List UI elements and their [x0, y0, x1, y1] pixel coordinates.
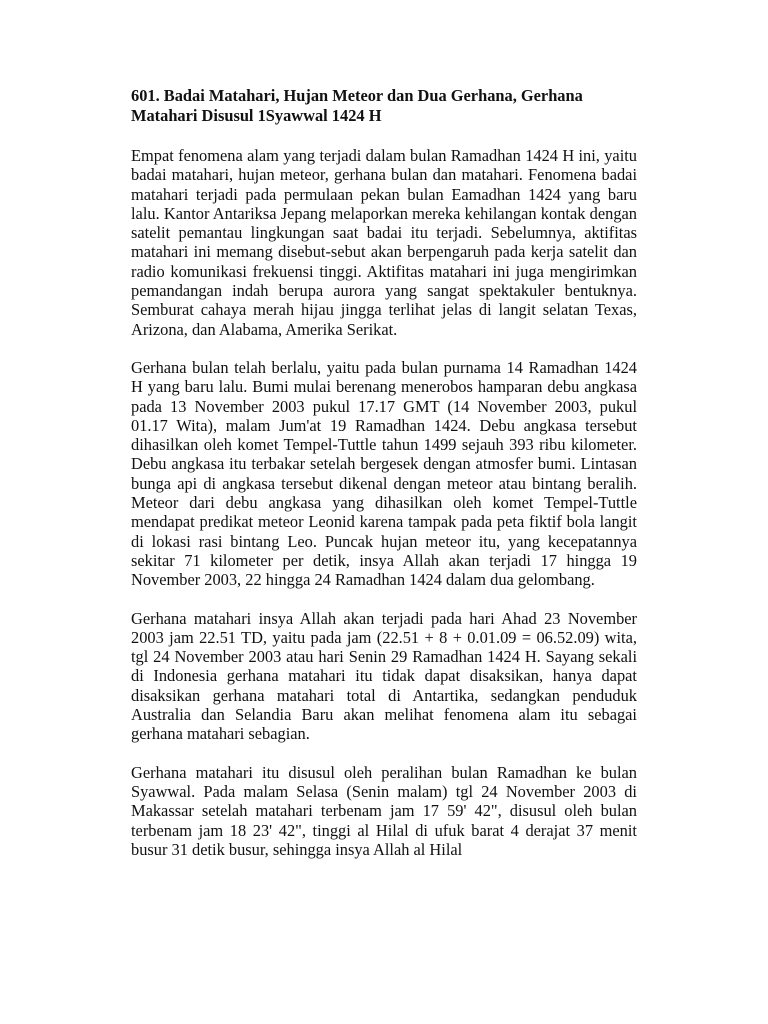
document-page	[131, 86, 637, 878]
paragraph-solar-eclipse: Gerhana matahari insya Allah akan terjadi pada hari Ahad 23 November 2003 jam 22.51 TD, yaitu pada jam (22.51 + 8 + 0.01.09 = 06.52.09) wita, tgl 24 November 2003 atau hari Senin 29 Ramadhan 1424 H. Sayang sekali di Indonesia gerhana matahari itu tidak dapat disaksikan, hanya dapat disaksikan gerhana matahari total di Antartika, sedangkan penduduk Australia dan Selandia Baru akan melihat fenomena alam itu sebagai gerhana matahari sebagian.	[131, 608, 637, 744]
document-title: 601. Badai Matahari, Hujan Meteor dan Dua Gerhana, Gerhana Matahari Disusul 1Syawwal 1424 H	[131, 86, 583, 125]
paragraph-meteor-shower: Gerhana bulan telah berlalu, yaitu pada bulan purnama 14 Ramadhan 1424 H yang baru lalu. Bumi mulai berenang menerobos hamparan debu angkasa pada 13 November 2003 pukul 17.17 GMT (14 November 2003, pukul 01.17 Wita), malam Jum'at 19 Ramadhan 1424. Debu angkasa tersebut dihasilkan oleh komet Tempel-Tuttle tahun 1499 sejauh 393 ribu kilometer. Debu angkasa itu terbakar setelah bergesek dengan atmosfer bumi. Lintasan bunga api di angkasa tersebut dikenal dengan meteor atau bintang beralih. Meteor dari debu angkasa yang dihasilkan oleh komet Tempel-Tuttle mendapat predikat meteor Leonid karena tampak pada peta fiktif bola langit di lokasi rasi bintang Leo. Puncak hujan meteor itu, yang kecepatannya sekitar 71 kilometer per detik, insya Allah akan terjadi 17 hingga 19 November 2003, 22 hingga 24 Ramadhan 1424 dalam dua gelombang.	[131, 357, 637, 590]
paragraph-solar-storm: Empat fenomena alam yang terjadi dalam bulan Ramadhan 1424 H ini, yaitu badai matahari, hujan meteor, gerhana bulan dan matahari. Fenomena badai matahari terjadi pada permulaan pekan bulan Eamadhan 1424 yang baru lalu. Kantor Antariksa Jepang melaporkan mereka kehilangan kontak dengan satelit pemantau lingkungan saat badai itu terjadi. Sebelumnya, aktifitas matahari ini memang disebut-sebut akan berpengaruh pada kerja satelit dan radio komunikasi frekuensi tinggi. Aktifitas matahari ini juga mengirimkan pemandangan indah berupa aurora yang sangat spektakuler bentuknya. Semburat cahaya merah hijau jingga terlihat jelas di langit selatan Texas, Arizona, dan Alabama, Amerika Serikat.	[131, 146, 637, 339]
paragraph-syawwal: Gerhana matahari itu disusul oleh peralihan bulan Ramadhan ke bulan Syawwal. Pada malam Selasa (Senin malam) tgl 24 November 2003 di Makassar setelah matahari terbenam jam 17 59' 42", disusul oleh bulan terbenam jam 18 23' 42", tinggi al Hilal di ufuk barat 4 derajat 37 menit busur 31 detik busur, sehingga insya Allah al Hilal	[131, 762, 637, 859]
